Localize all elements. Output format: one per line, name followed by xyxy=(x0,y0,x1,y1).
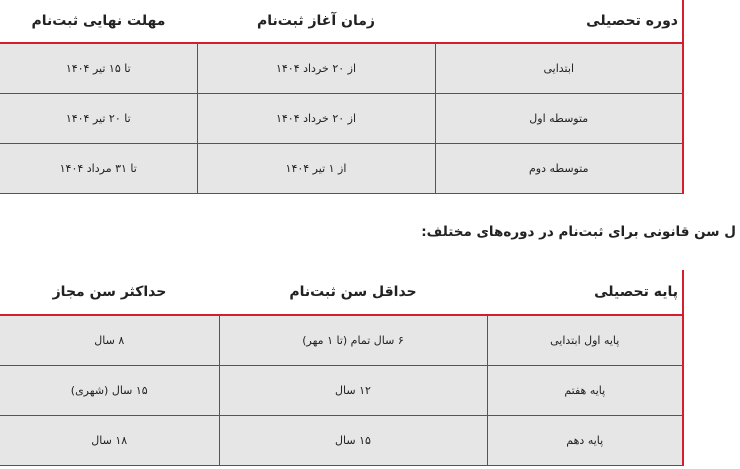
table-cell: از ۲۰ خرداد ۱۴۰۴ xyxy=(197,43,435,94)
table-cell: ۱۵ سال (شهری) xyxy=(0,366,219,416)
table-cell: تا ۱۵ تیر ۱۴۰۴ xyxy=(0,43,197,94)
table-row xyxy=(0,144,683,194)
table-row xyxy=(0,416,683,466)
table-cell: از ۲۰ خرداد ۱۴۰۴ xyxy=(197,94,435,144)
table-row xyxy=(0,43,683,94)
table-cell: از ۱ تیر ۱۴۰۴ xyxy=(197,144,435,194)
registration-schedule-table xyxy=(0,0,684,194)
section-caption: ل سن قانونی برای ثبت‌نام در دوره‌های مختلف: xyxy=(421,224,736,240)
age-requirements-table xyxy=(0,270,684,466)
table-row xyxy=(0,315,683,366)
header-deadline: مهلت نهایی ثبت‌نام xyxy=(0,0,197,43)
table-cell: پایه هفتم xyxy=(487,366,683,416)
table-cell: ۱۲ سال xyxy=(219,366,487,416)
table-cell: پایه اول ابتدایی xyxy=(487,315,683,366)
table-cell: تا ۳۱ مرداد ۱۴۰۴ xyxy=(0,144,197,194)
table-cell: ۱۵ سال xyxy=(219,416,487,466)
header-start-date: زمان آغاز ثبت‌نام xyxy=(197,0,435,43)
table-cell: ۱۸ سال xyxy=(0,416,219,466)
table-cell: متوسطه دوم xyxy=(435,144,683,194)
table-row xyxy=(0,366,683,416)
header-education-level: دوره تحصیلی xyxy=(435,0,683,43)
table-cell: متوسطه اول xyxy=(435,94,683,144)
table-cell: ابتدایی xyxy=(435,43,683,94)
header-min-age: حداقل سن ثبت‌نام xyxy=(219,270,487,315)
table-cell: ۸ سال xyxy=(0,315,219,366)
table-row xyxy=(0,94,683,144)
header-max-age: حداکثر سن مجاز xyxy=(0,270,219,315)
table-cell: ۶ سال تمام (تا ۱ مهر) xyxy=(219,315,487,366)
table-cell: تا ۲۰ تیر ۱۴۰۴ xyxy=(0,94,197,144)
header-grade: پایه تحصیلی xyxy=(487,270,683,315)
table-cell: پایه دهم xyxy=(487,416,683,466)
